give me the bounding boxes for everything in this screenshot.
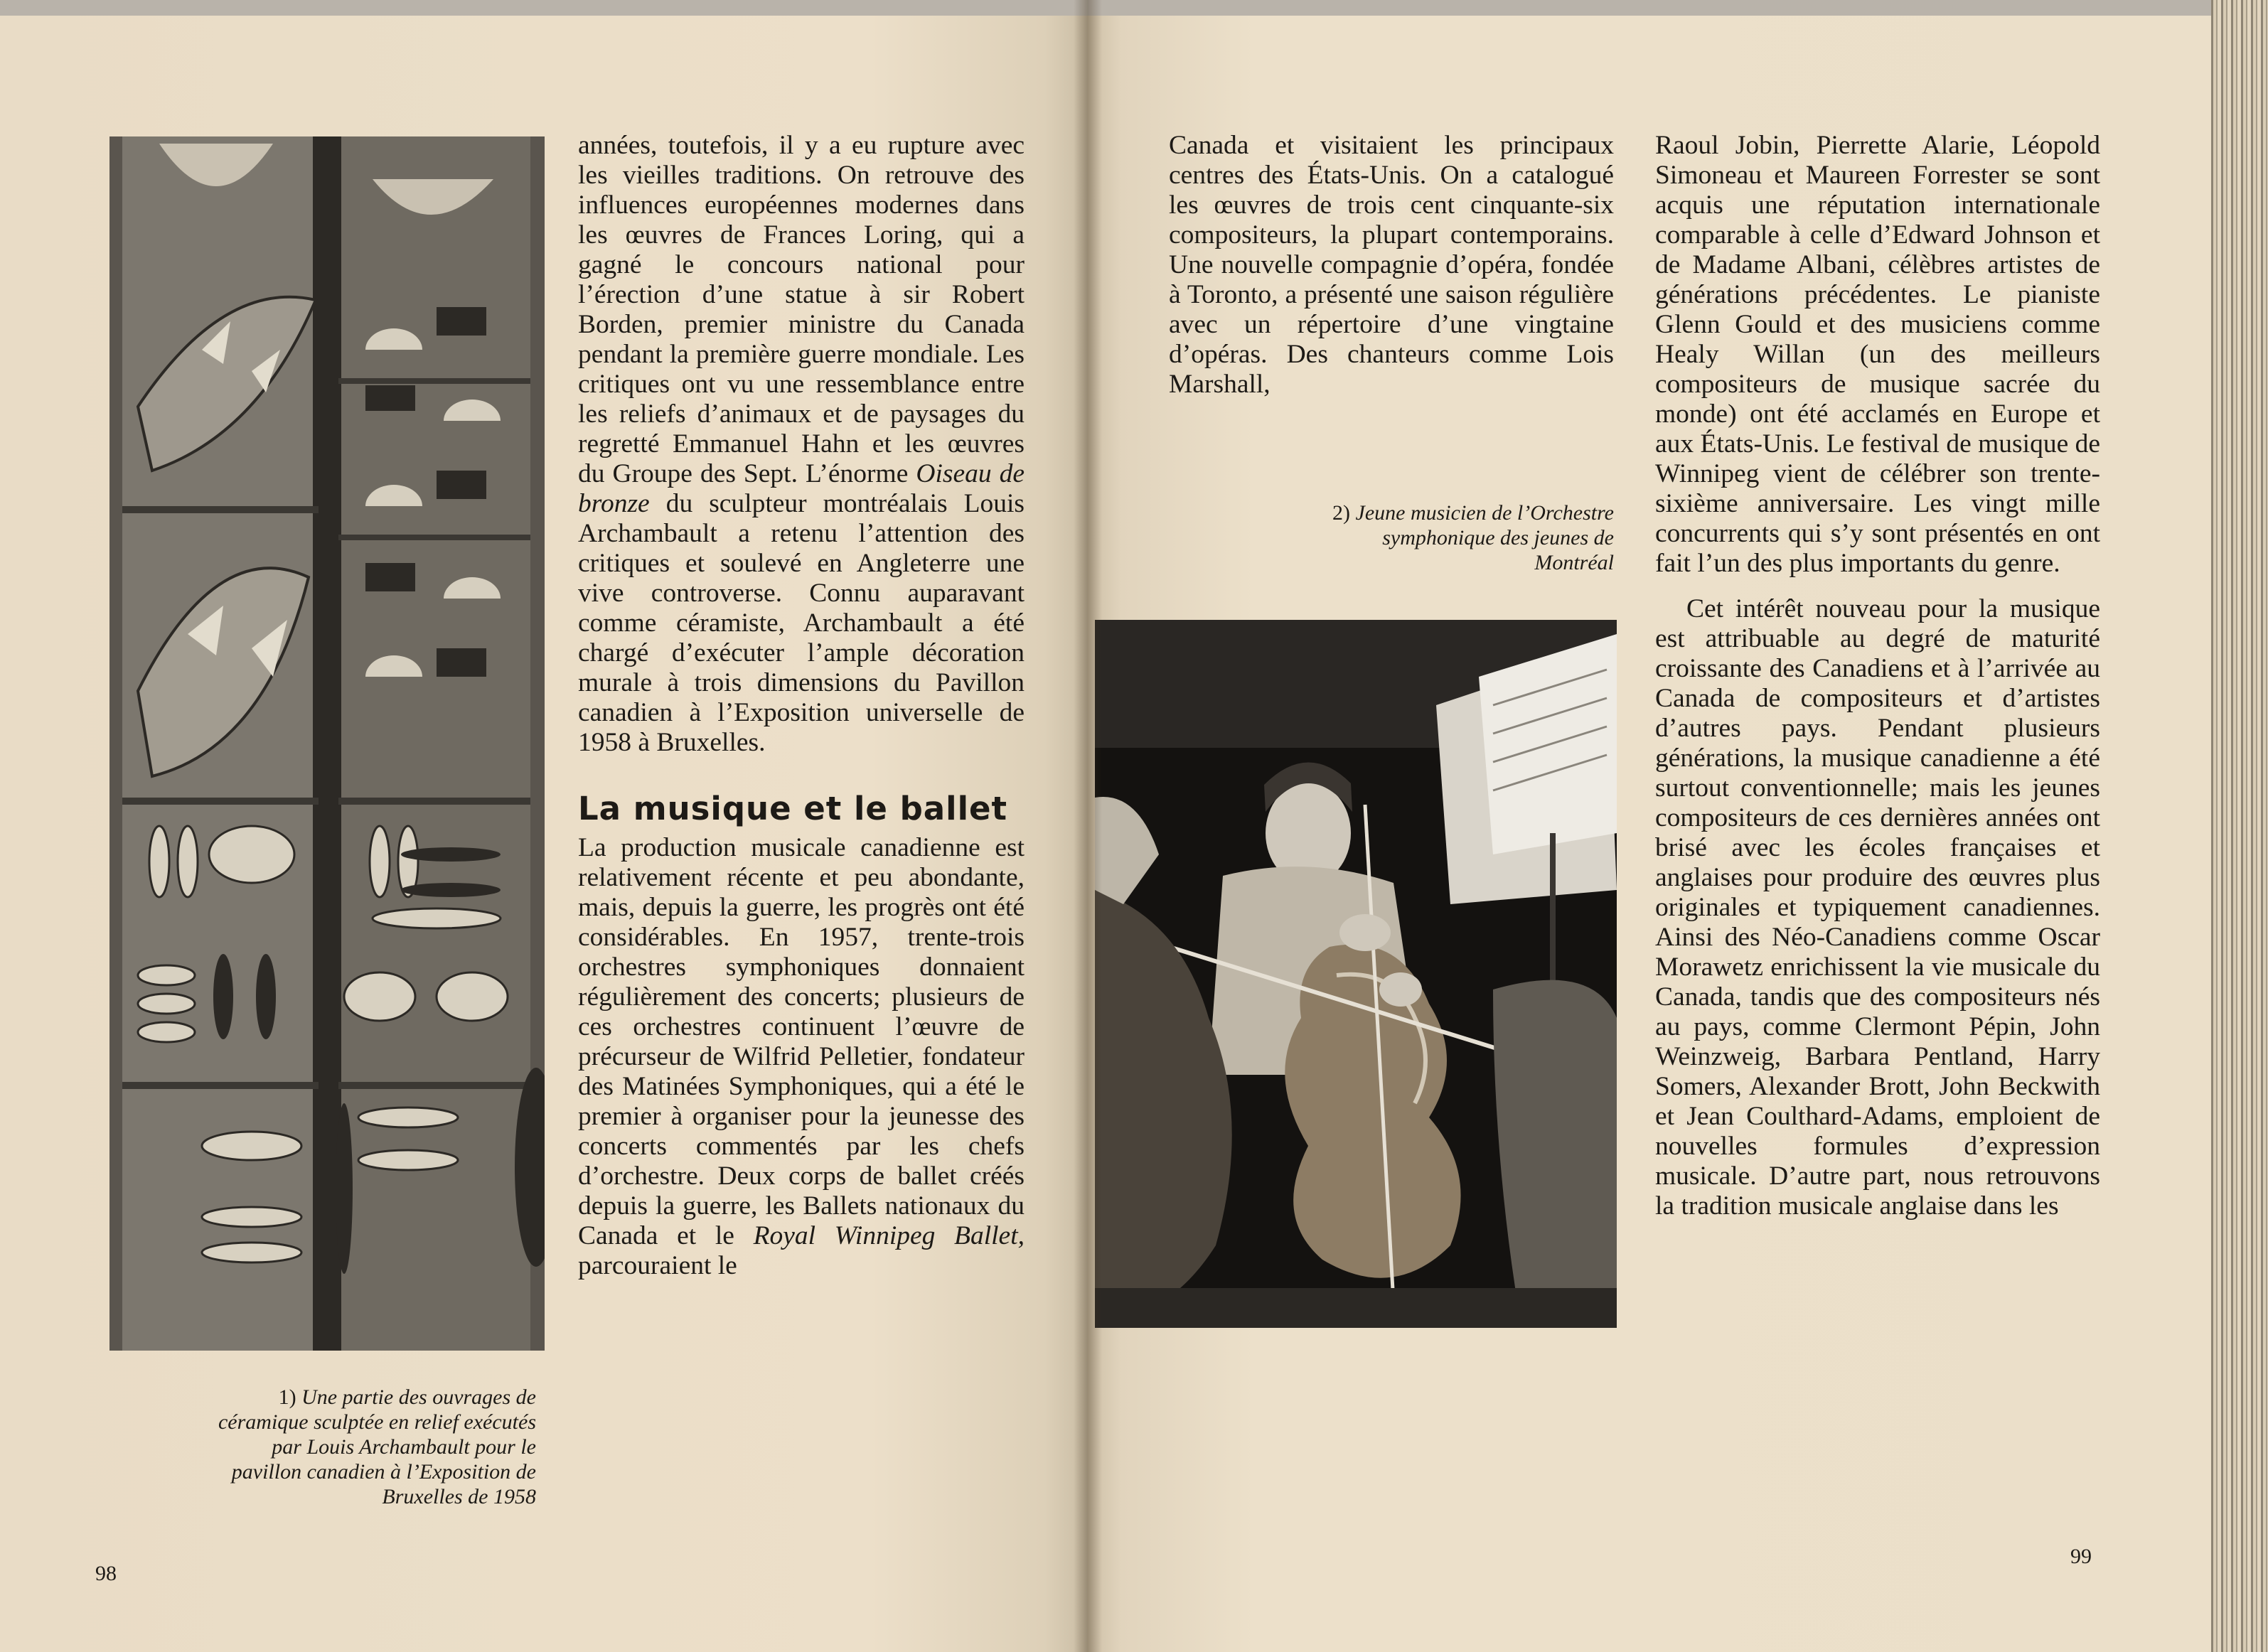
royal-winnipeg-ballet-title: Royal Winnipeg Ballet, — [753, 1221, 1025, 1250]
right-page-column-b — [1655, 131, 2100, 1221]
left-paragraph-1-text: années, toutefois, il y a eu rupture avec les vieilles traditions. On retrouve des influences européennes modernes dans les œuvres de Frances Loring, qui a gagné le concours national pour l’érection d’une statue à sir Robert Borden, premier ministre du Canada pendant la première guerre mondiale. Les critiques ont vu une ressemblance entre les reliefs d’animaux et de paysages du regretté Emmanuel Hahn et les œuvres du Groupe des Sept. L’énorme — [578, 131, 1025, 488]
figure-1-label: 1) — [278, 1385, 296, 1409]
book-gutter — [1074, 0, 1102, 1652]
right-column-b-paragraph-2: Cet intérêt nouveau pour la musique est attribuable au degré de maturité croissante des Canadiens et à l’arrivée au Canada de compositeurs et d’artistes d’autres pays. Pendant plusieurs générations, la musique canadienne a été surtout conventionnelle; mais les jeunes compositeurs de ces dernières années ont brisé avec les écoles françaises et anglaises pour produire des œuvres plus originales et typiquement canadiennes. Ainsi des Néo-Canadiens comme Oscar Morawetz enrichissent la vie musicale du Canada, tandis que des compositeurs nés au pays, comme Clermont Pépin, John Weinzweig, Barbara Pentland, Harry Somers, Alexander Brott, John Beckwith et Jean Coulthard-Adams, emploient de nouvelles formules d’expression musicale. D’autre part, nous retrouvons la tradition musicale anglaise dans les — [1655, 594, 2100, 1221]
right-column-a-paragraph: Canada et visitaient les principaux centres des États-Unis. On a catalogué les œuvres de trois cent cinquante-six compositeurs, la plupart contemporains. Une nouvelle compagnie d’opéra, fondée à Toronto, a présenté une saison régulière avec un répertoire d’une vingtaine d’opéras. Des chanteurs comme Lois Marshall, — [1169, 131, 1614, 399]
left-paragraph-2-text: La production musicale canadienne est relativement récente et peu abondante, mais, depuis la guerre, les progrès ont été considérables. En 1957, trente-trois orchestres symphoniques donnaient régulièrement des concerts; plusieurs de ces orchestres continuent l’œuvre de précurseur de Wilfrid Pelletier, fondateur des Matinées Symphoniques, qui a été le premier à organiser pour la jeunesse des concerts commentés par les chefs d’orchestre. Deux corps de ballet créés depuis la guerre, les Ballets nationaux du Canada et le — [578, 833, 1025, 1250]
left-paragraph-2-end: parcouraient le — [578, 1251, 737, 1280]
left-page-number: 98 — [95, 1562, 117, 1585]
left-page-column — [578, 131, 1025, 1281]
figure-1-caption — [213, 1385, 536, 1509]
right-column-b-paragraph-1: Raoul Jobin, Pierrette Alarie, Léopold Simoneau et Maureen Forrester se sont acquis une réputation internationale comparable à celle d’Edward Johnson et de Madame Albani, célèbres artistes de générations précédentes. Le pianiste Glenn Gould et des musiciens comme Healy Willan (un des meilleurs compositeurs de musique sacrée du monde) ont été acclamés en Europe et aux États-Unis. Le festival de musique de Winnipeg vient de célébrer son trente-sixième anniversaire. Les vingt mille concurrents qui s’y sont présentés en ont fait l’un des plus importants du genre. — [1655, 131, 2100, 578]
right-page-column-a — [1169, 131, 1614, 399]
ceramic-relief-photo — [109, 136, 545, 1351]
young-cellist-photo — [1095, 620, 1617, 1328]
left-paragraph-1 — [578, 131, 1025, 758]
page-edges — [2211, 0, 2268, 1652]
figure-1-caption-text: Une partie des ouvrages de céramique sculptée en relief exécutés par Louis Archambault pour le pavillon canadien à l’Exposition de Bruxelles de 1958 — [218, 1385, 536, 1508]
section-heading: La musique et le ballet — [578, 790, 1008, 827]
left-paragraph-1-end: du sculpteur montréalais Louis Archambault a retenu l’attention des critiques et soulevé en Angleterre une vive controverse. Connu auparavant comme céramiste, Archambault a été chargé d’exécuter l’ample décoration murale à trois dimensions du Pavillon canadien à l’Exposition universelle de 1958 à Bruxelles. — [578, 489, 1025, 757]
figure-2-caption — [1322, 500, 1614, 575]
figure-2-caption-text: Jeune musicien de l’Orchestre symphonique des jeunes de Montréal — [1355, 501, 1614, 574]
left-paragraph-2 — [578, 833, 1025, 1281]
figure-2-label: 2) — [1332, 501, 1351, 525]
right-page-number: 99 — [2070, 1545, 2092, 1568]
oiseau-de-bronze-title: Oiseau de bronze — [578, 459, 1025, 518]
